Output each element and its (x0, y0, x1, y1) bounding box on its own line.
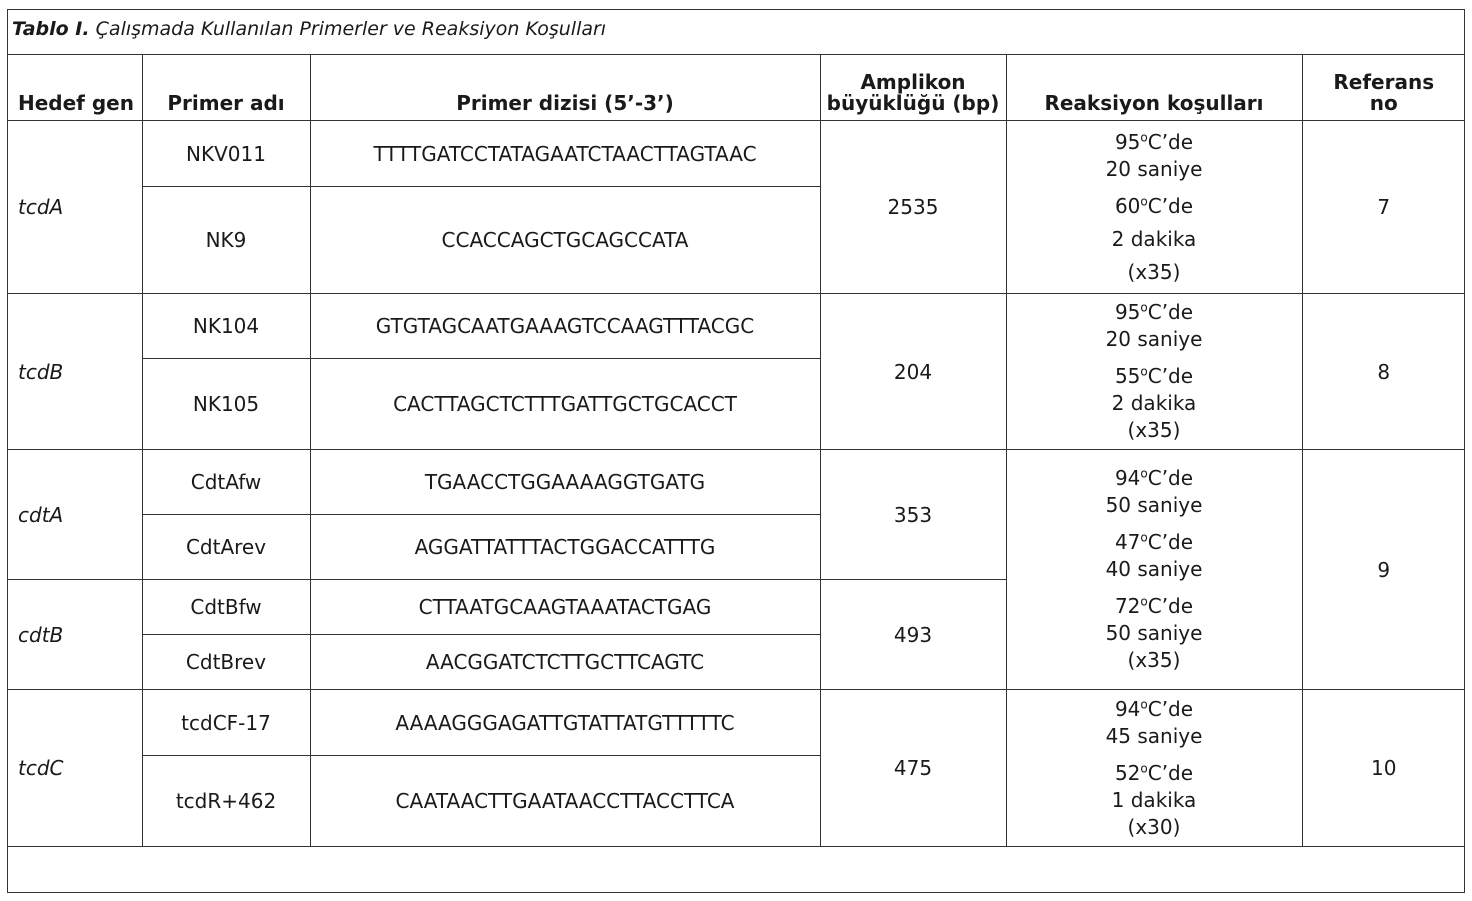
amplicon-cell: 353 (820, 450, 1006, 580)
header-reaction-conditions: Reaksiyon koşulları (1006, 55, 1302, 121)
primer-sequence-cell: AGGATTATTTACTGGACCATTTG (310, 515, 820, 580)
primer-name-cell: NK9 (142, 187, 310, 294)
primer-name-cell: NKV011 (142, 121, 310, 187)
table-row (7, 121, 1465, 187)
conditions-cell: 94$^o$C’de 45 saniye 52$^o$C’de 1 dakika (x30) (1006, 690, 1302, 847)
primer-sequence-cell: CAATAACTTGAATAACCTTACCTTCA (310, 756, 820, 847)
table-row (7, 690, 1465, 756)
conditions-cell: 95$^o$C’de 20 saniye 60$^o$C’de 2 dakika (x35) (1006, 121, 1302, 294)
primer-table (7, 54, 1465, 847)
header-reference-line1: Referans (1333, 70, 1435, 94)
amplicon-cell: 204 (820, 294, 1006, 450)
table-caption (12, 18, 606, 40)
primer-sequence-cell: CACTTAGCTCTTTGATTGCTGCACCT (310, 359, 820, 450)
primer-name-cell: tcdR+462 (142, 756, 310, 847)
header-primer-name: Primer adı (142, 55, 310, 121)
gene-cell: tcdC (7, 690, 142, 847)
header-target-gene: Hedef gen (7, 55, 142, 121)
reference-cell: 10 (1302, 690, 1465, 847)
header-primer-sequence: Primer dizisi (5’-3’) (310, 55, 820, 121)
caption-text: Çalışmada Kullanılan Primerler ve Reaksiyon Koşulları (95, 18, 607, 40)
header-reference (1302, 55, 1465, 121)
primer-name-cell: CdtBrev (142, 635, 310, 690)
primer-sequence-cell: AACGGATCTCTTGCTTCAGTC (310, 635, 820, 690)
amplicon-cell: 493 (820, 580, 1006, 690)
primer-name-cell: CdtBfw (142, 580, 310, 635)
gene-cell: tcdB (7, 294, 142, 450)
gene-cell: tcdA (7, 121, 142, 294)
reference-cell: 7 (1302, 121, 1465, 294)
primer-name-cell: CdtArev (142, 515, 310, 580)
header-row (7, 55, 1465, 121)
caption-label: Tablo I. (12, 18, 90, 40)
header-reference-line2: no (1369, 91, 1398, 115)
primer-sequence-cell: TTTTGATCCTATAGAATCTAACTTAGTAAC (310, 121, 820, 187)
primer-sequence-cell: CTTAATGCAAGTAAATACTGAG (310, 580, 820, 635)
primer-sequence-cell: TGAACCTGGAAAAGGTGATG (310, 450, 820, 515)
conditions-cell: 95$^o$C’de 20 saniye 55$^o$C’de 2 dakika (x35) (1006, 294, 1302, 450)
primer-name-cell: NK105 (142, 359, 310, 450)
gene-cell: cdtB (7, 580, 142, 690)
primer-sequence-cell: AAAAGGGAGATTGTATTATGTTTTTC (310, 690, 820, 756)
primer-sequence-cell: GTGTAGCAATGAAAGTCCAAGTTTACGC (310, 294, 820, 359)
gene-cell: cdtA (7, 450, 142, 580)
primer-name-cell: CdtAfw (142, 450, 310, 515)
header-amplicon-line1: Amplikon (860, 70, 966, 94)
primer-name-cell: tcdCF-17 (142, 690, 310, 756)
amplicon-cell: 2535 (820, 121, 1006, 294)
table-row (7, 294, 1465, 359)
reference-cell: 8 (1302, 294, 1465, 450)
header-amplicon-line2: büyüklüğü (bp) (826, 91, 1000, 115)
conditions-cell: 94$^o$C’de 50 saniye 47$^o$C’de 40 saniye 72$^o$C’de 50 saniye (x35) (1006, 450, 1302, 690)
header-amplicon-size (820, 55, 1006, 121)
reference-cell: 9 (1302, 450, 1465, 690)
primer-name-cell: NK104 (142, 294, 310, 359)
table-row (7, 450, 1465, 515)
primer-sequence-cell: CCACCAGCTGCAGCCATA (310, 187, 820, 294)
amplicon-cell: 475 (820, 690, 1006, 847)
